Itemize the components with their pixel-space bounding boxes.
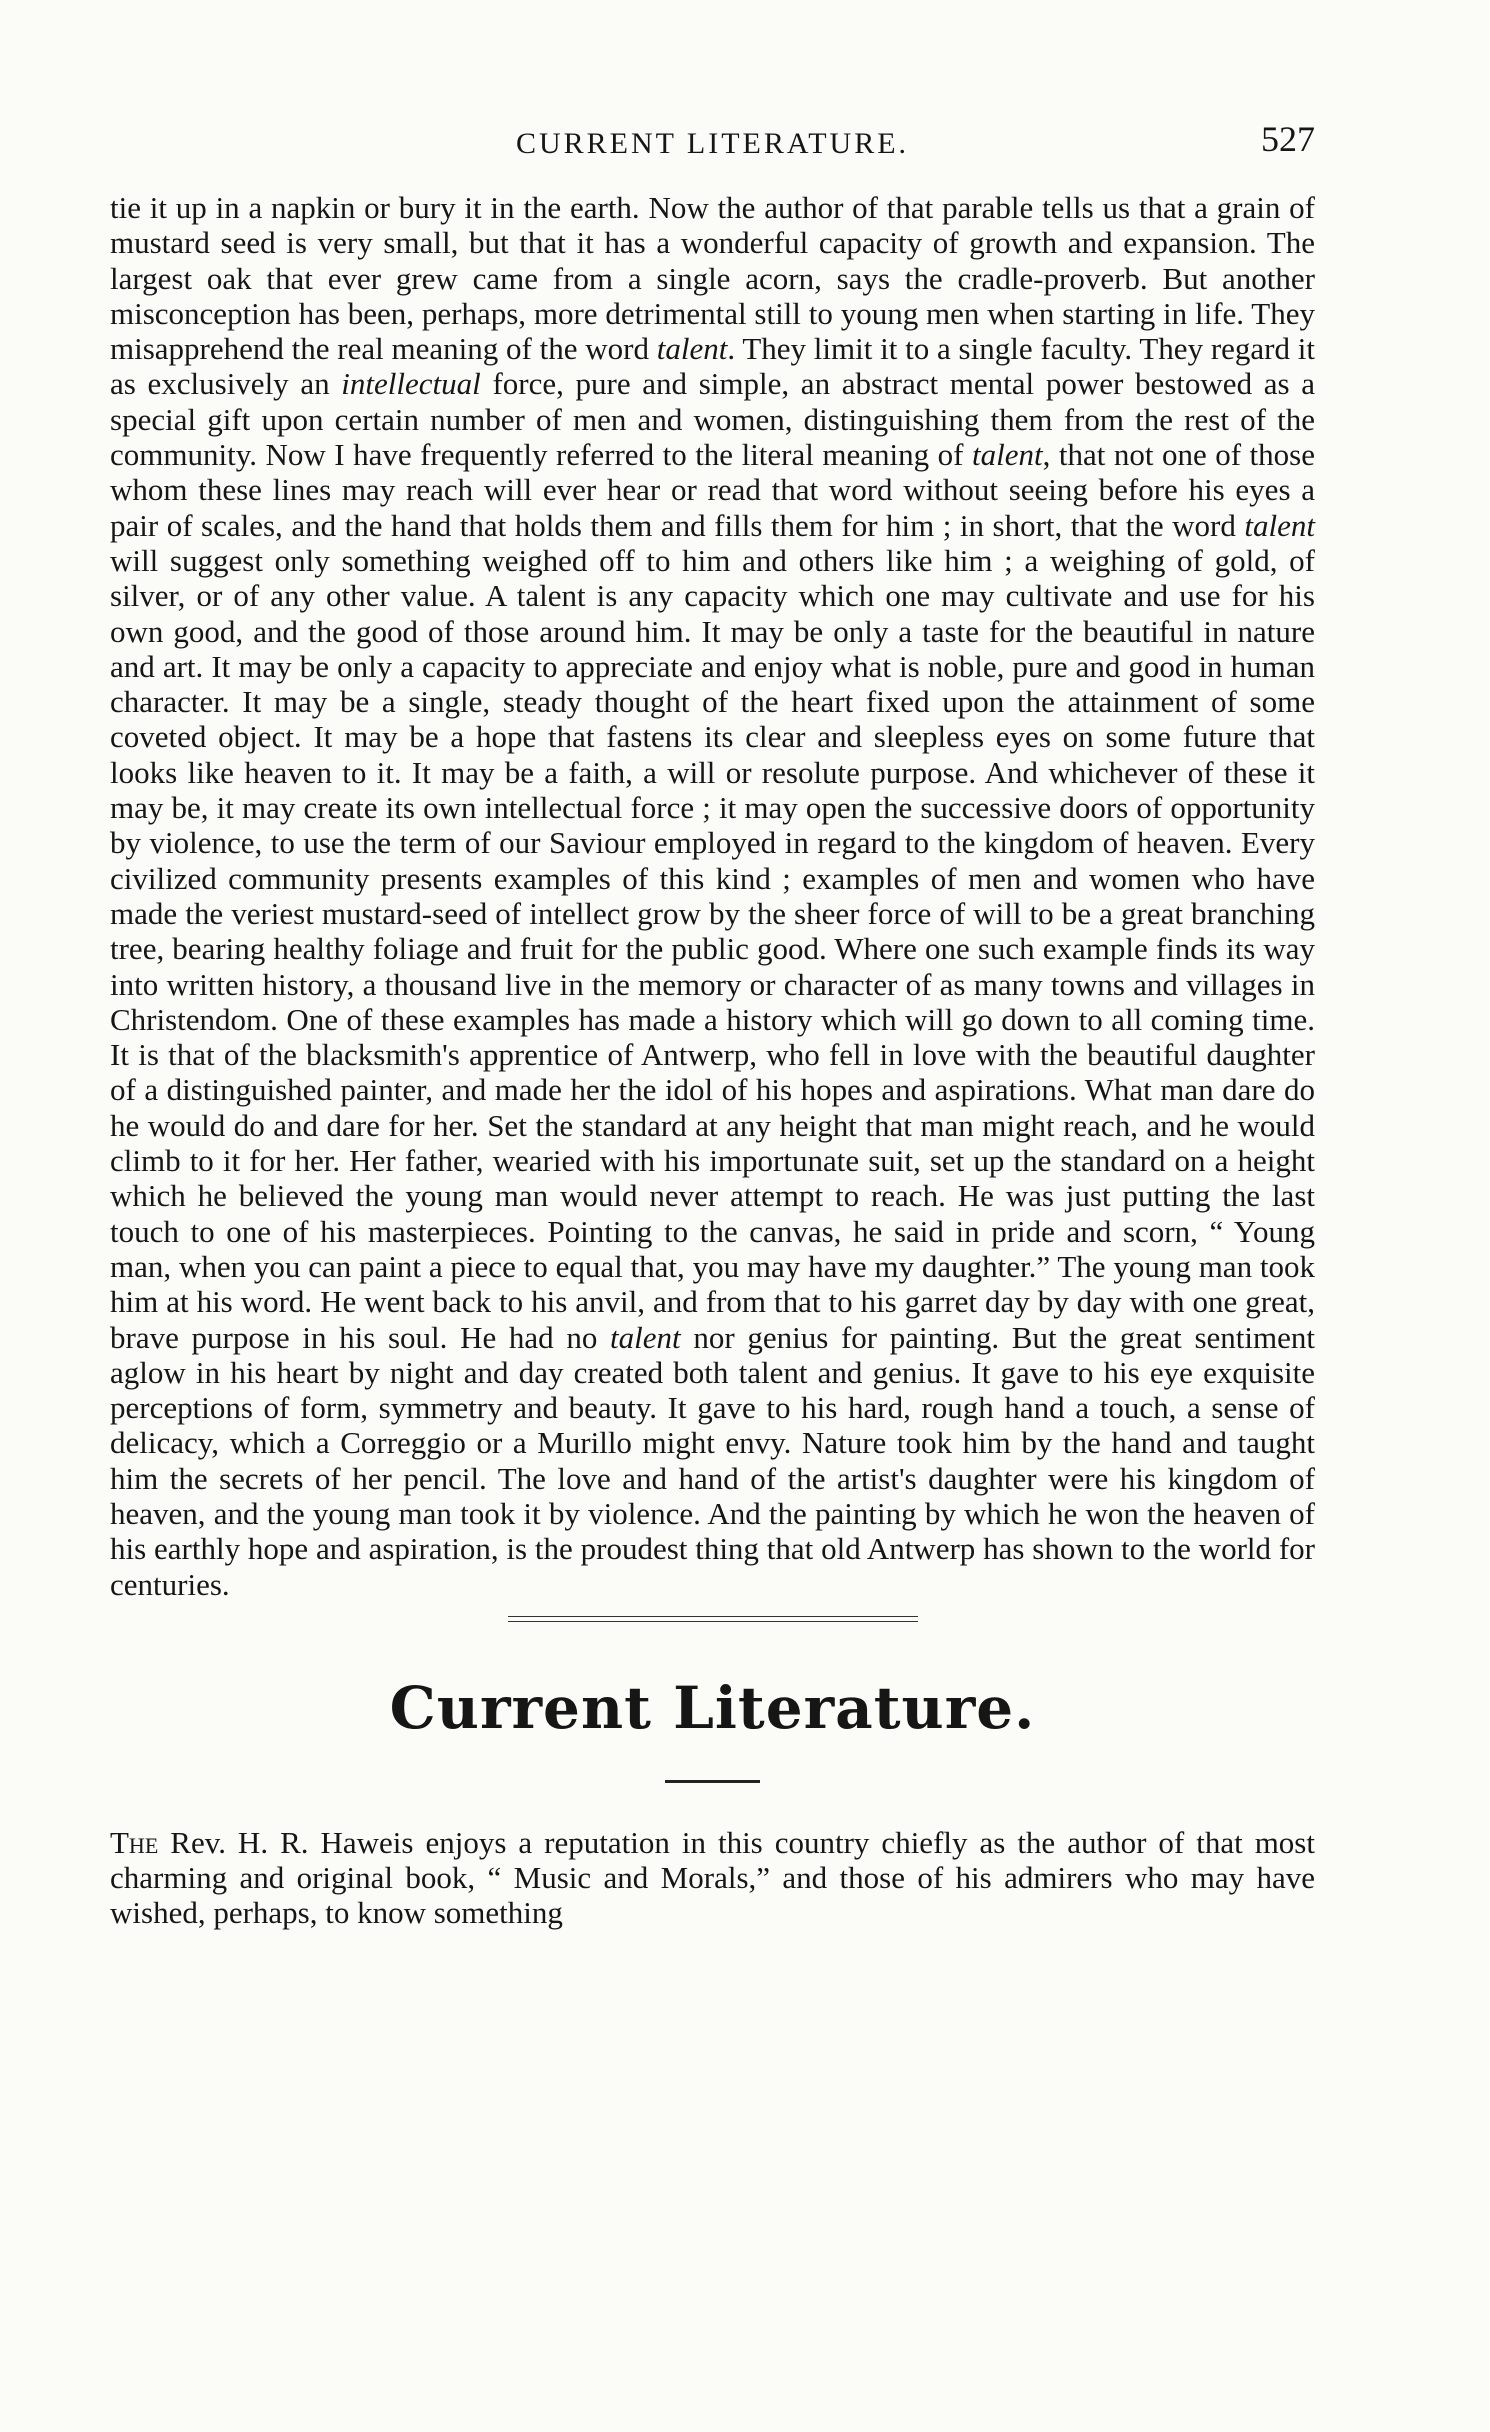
section-title: Current Literature. bbox=[389, 1673, 1036, 1742]
text-run: force, pure and simple, an abstract mental power bestowed as a special gift upon certain number of men and women, distinguishing them from the rest of the community. Now I have frequently referred to the literal meaning of bbox=[110, 366, 1316, 473]
text-run: will suggest only something weighed off to him and others like him ; a weighing of gold, of silver, or of any other value. A talent is any capacity which one may cultivate and use for his own good, and the good of those around him. It may be only a taste for the beautiful in nature and art. It may be only a capacity to appreciate and enjoy what is noble, pure and good in human character. It may be a single, steady thought of the heart fixed upon the attainment of some coveted object. It may be a hope that fastens its clear and sleepless eyes on some future that looks like heaven to it. It may be a faith, a will or resolute purpose. And whichever of these it may be, it may create its own intellectual force ; it may open the successive doors of opportunity by violence, to use the term of our Saviour employed in regard to the kingdom of heaven. Every civilized community presents examples of this kind ; examples of men and women who have made the veriest mustard-seed of intellect grow by the sheer force of will to be a great branching tree, bearing healthy foliage and fruit for the public good. Where one such example finds its way into written history, a thousand live in the memory or character of as many towns and villages in Christendom. One of these examples has made a history which will go down to all coming time. It is that of the blacksmith's apprentice of Antwerp, who fell in love with the beautiful daughter of a distinguished painter, and made her the idol of his hopes and aspirations. What man dare do he would do and dare for her. Set the standard at any height that man might reach, and he would climb to it for her. Her father, wearied with his importunate suit, set up the standard on a height which he believed the young man would never attempt to reach. He was just putting the last touch to one of his masterpieces. Pointing to the canvas, he said in pride and scorn, “ Young man, when you can paint a piece to equal that, you may have my daughter.” The young man took him at his word. He went back to his anvil, and from that to his garret day by day with one great, brave purpose in his soul. He had no bbox=[110, 542, 1315, 1355]
article-paragraph bbox=[110, 1825, 1315, 1931]
article-text: Rev. H. R. Haweis enjoys a reputation in this country chiefly as the author of that most charming and original book, “ Music and Morals,” and those of his admirers who may have wished, perhaps, to know something bbox=[110, 1824, 1315, 1931]
italic-term: talent bbox=[971, 437, 1043, 473]
italic-term: talent bbox=[1244, 507, 1315, 543]
page-header bbox=[110, 112, 1315, 172]
body-paragraph bbox=[110, 190, 1315, 1602]
text-run: tie it up in a napkin or bury it in the earth. Now the author of that parable tells us that a grain of mustard seed is very small, but that it has a wonderful capacity of growth and expansion. The largest oak that ever grew came from a single acorn, says the cradle-proverb. But another misconception has been, perhaps, more detrimental still to young men when starting in life. They misapprehend the real meaning of the word bbox=[110, 190, 1315, 367]
italic-term: talent bbox=[656, 331, 728, 367]
page bbox=[110, 112, 1315, 1931]
text-run: nor genius for painting. But the great sentiment aglow in his heart by night and day created both talent and genius. It gave to his eye exquisite perceptions of form, symmetry and beauty. It gave to his hard, rough hand a touch, a sense of delicacy, which a Correggio or a Murillo might envy. Nature took him by the hand and taught him the secrets of her pencil. The love and hand of the artist's daughter were his kingdom of heaven, and the young man took it by violence. And the painting by which he won the heaven of his earthly hope and aspiration, is the proudest thing that old Antwerp has shown to the world for centuries. bbox=[110, 1319, 1315, 1602]
article-lead-word: The bbox=[110, 1824, 159, 1860]
text-run: . They limit it to a single faculty. They regard it as exclusively an bbox=[110, 331, 1315, 402]
italic-term: talent bbox=[610, 1319, 681, 1355]
text-run: , that not one of those whom these lines may reach will ever hear or read that word without seeing before his eyes a pair of scales, and the hand that holds them and fills them for him ; in short, that the word bbox=[110, 437, 1315, 543]
italic-term: intellectual bbox=[341, 366, 481, 402]
paragraph-text bbox=[110, 190, 1315, 1602]
page-number: 527 bbox=[1261, 119, 1315, 159]
section-divider bbox=[508, 1616, 918, 1622]
running-head: CURRENT LITERATURE. bbox=[515, 127, 910, 160]
title-rule bbox=[665, 1780, 760, 1783]
